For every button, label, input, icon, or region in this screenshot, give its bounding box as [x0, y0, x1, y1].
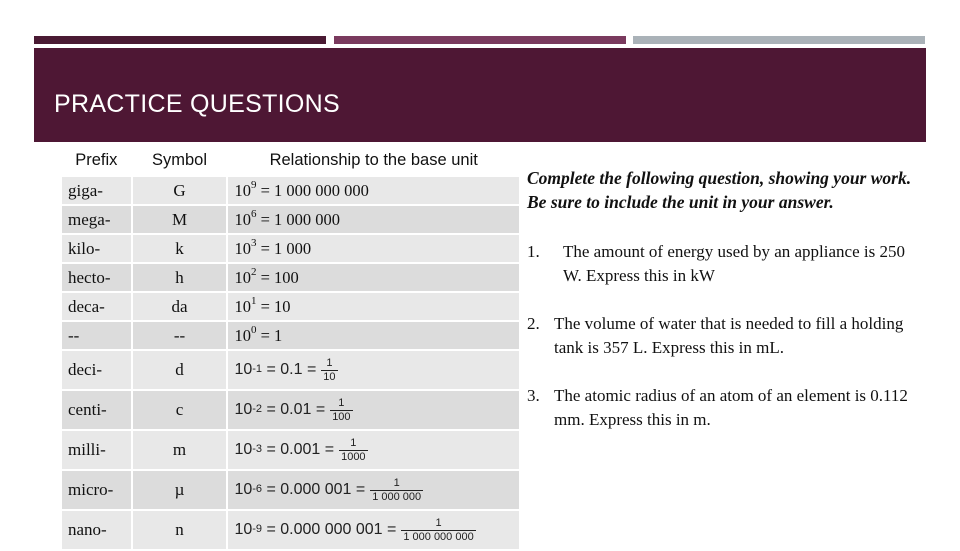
decimal-value: = 0.000 001 = — [262, 481, 366, 498]
prefix-cell: hecto- — [61, 263, 132, 292]
fraction-numerator: 1 — [350, 437, 357, 450]
prefix-cell: deca- — [61, 292, 132, 321]
symbol-cell: -- — [132, 321, 228, 350]
relationship-expression: 10 $^{-1}$ = 0.1 = $\frac{1}{10}$ — [234, 357, 336, 383]
relationship-expression — [234, 268, 298, 287]
title-banner — [34, 48, 926, 142]
power-base: 10 — [234, 325, 251, 345]
relationship-expression: 10 $^{-9}$ = 0.000 000 001 = $\frac{1}{1 000 000 000}$ — [234, 517, 474, 543]
decimal-value: = 100 — [256, 267, 299, 287]
relationship-expression — [234, 210, 340, 229]
decimal-value: = 0.000 000 001 = — [262, 521, 397, 538]
table-row — [61, 234, 520, 263]
question-panel — [527, 166, 927, 456]
power-exponent: 2 — [250, 266, 257, 278]
prefix-cell: micro- — [61, 470, 132, 510]
symbol-cell: k — [132, 234, 228, 263]
table-row — [61, 205, 520, 234]
power-exponent: 9 — [250, 179, 257, 191]
power-exponent: 0 — [250, 324, 257, 336]
decimal-value: = 0.001 = — [262, 441, 335, 458]
relationship-cell — [227, 234, 520, 263]
relationship-cell — [227, 321, 520, 350]
symbol-cell: M — [132, 205, 228, 234]
accent-bar-dark — [34, 36, 326, 44]
fraction — [321, 357, 337, 382]
power-base: 10 — [234, 296, 251, 316]
table-row — [61, 390, 520, 430]
fraction-denominator: 10 — [323, 370, 336, 383]
power-base: 10 — [234, 209, 251, 229]
prefix-cell: milli- — [61, 430, 132, 470]
symbol-cell: h — [132, 263, 228, 292]
prefix-cell: nano- — [61, 510, 132, 550]
header-relationship: Relationship to the base unit — [227, 144, 520, 176]
accent-bar-gray — [633, 36, 925, 44]
decimal-value: = 10 — [256, 296, 291, 316]
fraction-numerator: 1 — [338, 397, 345, 410]
prefix-cell: mega- — [61, 205, 132, 234]
power-base: 10 — [234, 521, 253, 538]
fraction — [339, 437, 367, 462]
power-exponent: 1 — [250, 295, 257, 307]
question-number: 3. — [527, 386, 540, 405]
relationship-cell — [227, 430, 520, 470]
power-base: 10 — [234, 441, 253, 458]
prefix-cell: giga- — [61, 176, 132, 205]
decimal-value: = 1 — [256, 325, 283, 345]
question-text: The amount of energy used by an appliance is 250 W. Express this in kW — [563, 242, 905, 285]
symbol-cell: c — [132, 390, 228, 430]
prefix-cell: deci- — [61, 350, 132, 390]
decimal-value: = 1 000 — [256, 238, 312, 258]
question-item — [527, 240, 927, 288]
fraction-numerator: 1 — [393, 477, 400, 490]
prefix-cell: kilo- — [61, 234, 132, 263]
fraction-denominator: 1 000 000 000 — [403, 530, 474, 543]
fraction — [330, 397, 352, 422]
relationship-cell — [227, 510, 520, 550]
decimal-value: = 1 000 000 — [256, 209, 340, 229]
header-prefix: Prefix — [61, 144, 132, 176]
instructions: Complete the following question, showing your work. Be sure to include the unit in your answer. — [527, 168, 912, 212]
question-item — [527, 312, 927, 360]
fraction-denominator: 1 000 000 — [372, 490, 422, 503]
fraction-numerator: 1 — [435, 517, 442, 530]
relationship-cell — [227, 390, 520, 430]
fraction — [401, 517, 475, 542]
power-base: 10 — [234, 361, 253, 378]
symbol-cell: G — [132, 176, 228, 205]
table-row — [61, 350, 520, 390]
relationship-expression — [234, 239, 311, 258]
power-base: 10 — [234, 481, 253, 498]
prefix-table — [60, 143, 521, 551]
relationship-cell — [227, 176, 520, 205]
fraction-numerator: 1 — [326, 357, 333, 370]
table-row — [61, 430, 520, 470]
question-text: The atomic radius of an atom of an element is 0.112 mm. Express this in m. — [554, 386, 908, 429]
symbol-cell: n — [132, 510, 228, 550]
power-exponent: 6 — [250, 208, 257, 220]
relationship-cell — [227, 470, 520, 510]
header-symbol: Symbol — [132, 144, 228, 176]
symbol-cell: d — [132, 350, 228, 390]
decimal-value: = 0.01 = — [262, 401, 326, 418]
table-row — [61, 176, 520, 205]
fraction — [370, 477, 423, 502]
table-row — [61, 470, 520, 510]
accent-bar-medium — [334, 36, 626, 44]
table-row — [61, 292, 520, 321]
table-row — [61, 321, 520, 350]
relationship-expression — [234, 297, 290, 316]
relationship-cell — [227, 292, 520, 321]
question-number: 2. — [527, 314, 540, 333]
symbol-cell: m — [132, 430, 228, 470]
prefix-cell: -- — [61, 321, 132, 350]
power-base: 10 — [234, 401, 253, 418]
power-base: 10 — [234, 180, 251, 200]
relationship-cell — [227, 205, 520, 234]
table-row — [61, 510, 520, 550]
relationship-cell — [227, 350, 520, 390]
power-exponent: 3 — [250, 237, 257, 249]
page-title: PRACTICE QUESTIONS — [54, 90, 340, 118]
relationship-expression — [234, 181, 368, 200]
table-row — [61, 263, 520, 292]
relationship-cell — [227, 263, 520, 292]
decimal-value: = 1 000 000 000 — [256, 180, 369, 200]
relationship-expression: 10 $^{-3}$ = 0.001 = $\frac{1}{1000}$ — [234, 437, 366, 463]
relationship-expression: 10 $^{-6}$ = 0.000 001 = $\frac{1}{1 000 000}$ — [234, 477, 422, 503]
power-base: 10 — [234, 267, 251, 287]
fraction-denominator: 100 — [332, 410, 351, 423]
question-text: The volume of water that is needed to fill a holding tank is 357 L. Express this in mL. — [554, 314, 904, 357]
question-item — [527, 384, 927, 432]
table-header-row — [61, 144, 520, 176]
relationship-expression — [234, 326, 282, 345]
power-base: 10 — [234, 238, 251, 258]
symbol-cell: da — [132, 292, 228, 321]
relationship-expression: 10 $^{-2}$ = 0.01 = $\frac{1}{100}$ — [234, 397, 351, 423]
fraction-denominator: 1000 — [341, 450, 366, 463]
question-number: 1. — [527, 242, 540, 261]
symbol-cell: µ — [132, 470, 228, 510]
decimal-value: = 0.1 = — [262, 361, 317, 378]
prefix-cell: centi- — [61, 390, 132, 430]
